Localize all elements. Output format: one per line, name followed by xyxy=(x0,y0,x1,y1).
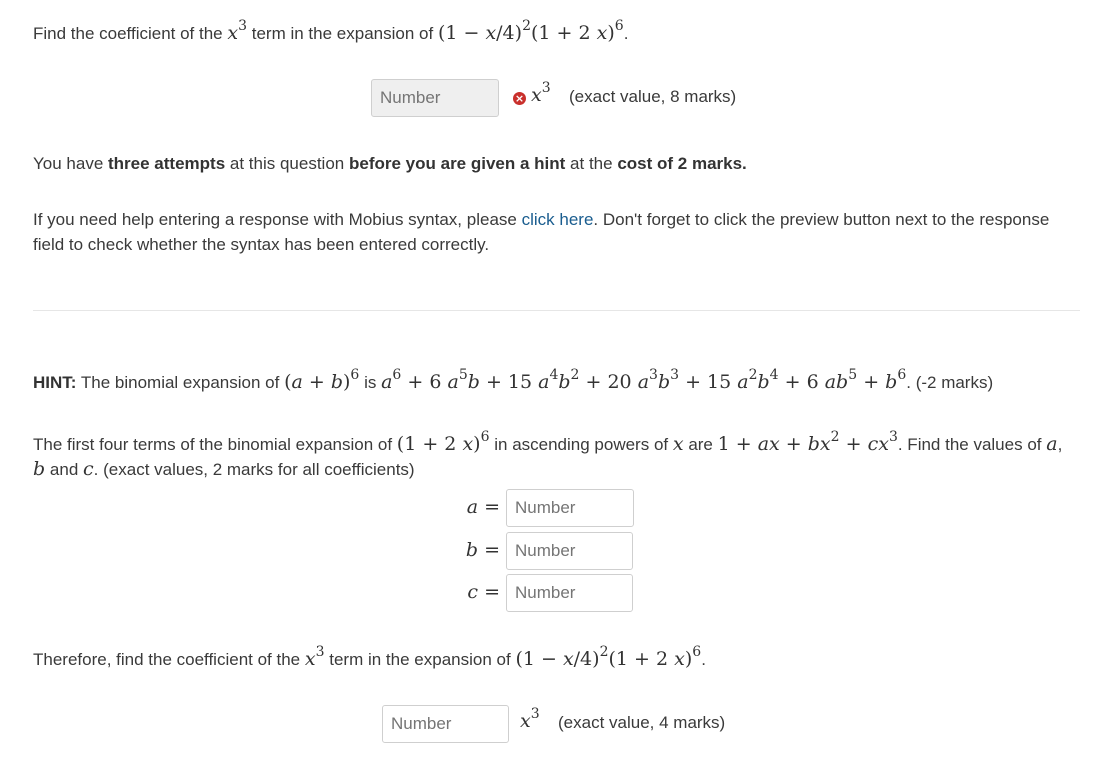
subpart1-var-b: b xyxy=(33,458,46,480)
subpart1-text-1: The first four terms of the binomial expansion of xyxy=(33,435,393,454)
subpart2-text-2: term in the expansion of xyxy=(329,650,511,669)
incorrect-icon: × xyxy=(514,92,525,105)
hint-text-1: The binomial expansion of xyxy=(80,373,280,392)
subpart2-period: . xyxy=(701,650,706,669)
label-a: a = xyxy=(466,496,500,518)
prompt-text-start: Find the coefficient of the xyxy=(33,24,223,43)
subpart1-binomial: (1 + 2 x)$^6$ xyxy=(396,429,490,455)
attempts-bold-1: three attempts xyxy=(108,154,226,173)
subpart1-text-3: are xyxy=(688,435,713,454)
label-b: b = xyxy=(465,539,500,561)
hint-expansion: $a^6 + 6$ $a^5b + 15$ $a^4b^2 + 20$ $a^3b^3 + 15$ $a^2b^4 + 6$ $ab^5 + b^6$ xyxy=(381,367,907,393)
answer-unit-note: (exact value, 8 marks) xyxy=(569,87,737,106)
subpart1-text-4: . Find the values of xyxy=(897,435,1042,454)
help-text-1: If you need help entering a response with Mobius syntax, please xyxy=(33,210,517,229)
answer-input[interactable] xyxy=(371,79,499,117)
help-link[interactable]: click here xyxy=(521,210,594,229)
attempts-text-3: at the xyxy=(570,154,613,173)
question-prompt xyxy=(33,18,629,44)
subpart1-var-x: x xyxy=(672,433,684,455)
help-text-2: . Don't forget to click the preview button next to the response field to check whether the syntax has been entered correctly. xyxy=(33,210,1050,254)
attempts-info xyxy=(33,154,747,174)
attempts-bold-3: cost of 2 marks. xyxy=(617,154,747,173)
input-c[interactable] xyxy=(506,574,633,612)
final-unit-x-cubed: $x^3$ xyxy=(520,706,540,732)
prompt-text-mid: term in the expansion of xyxy=(251,24,434,43)
section-divider xyxy=(33,310,1080,311)
help-paragraph xyxy=(33,207,1073,257)
math-x-cubed: $x^3$ xyxy=(227,18,248,44)
subpart2-prompt xyxy=(33,644,706,670)
subpart1-text-6: . (exact values, 2 marks for all coefficients) xyxy=(93,460,415,479)
hint-text-2: is xyxy=(364,373,377,392)
answer-unit-x-cubed: $x^3$ xyxy=(531,80,551,106)
subpart1-var-a: a xyxy=(1046,433,1058,455)
subpart2-expression: $(1 - x/4)^2(1 + 2$ x)$^6$ xyxy=(515,644,702,670)
hint-marks: . (-2 marks) xyxy=(906,373,994,392)
final-note: (exact value, 4 marks) xyxy=(558,713,726,732)
subpart1-prompt: The first four terms of the binomial expansion of (1 + 2 x)$^6$ in ascending powers of x are 1 + ax + $bx^2 + cx^3$. Find the values of a, b and c. (exact values, 2 marks for all coefficients) xyxy=(33,429,1063,480)
hint-binomial: $(a + b)^6$ xyxy=(284,367,360,393)
hint-line xyxy=(33,367,994,393)
input-b[interactable] xyxy=(506,532,633,570)
final-answer-input[interactable] xyxy=(382,705,509,743)
attempts-text-2: at this question xyxy=(229,154,345,173)
math-expression: $(1 - x/4)^2(1 + 2$ x)$^6$ xyxy=(437,18,624,44)
label-c: c = xyxy=(467,581,500,603)
subpart1-var-c: c xyxy=(83,458,94,480)
subpart1-series: 1 + ax + $bx^2 + cx^3$ xyxy=(717,429,898,455)
prompt-period: . xyxy=(623,24,629,43)
subpart2-text-1: Therefore, find the coefficient of the xyxy=(33,650,301,669)
subpart1-text-5: and xyxy=(49,460,79,479)
attempts-text-1: You have xyxy=(33,154,104,173)
subpart2-x-cubed: $x^3$ xyxy=(304,644,325,670)
attempts-bold-2: before you are given a hint xyxy=(348,154,566,173)
input-a[interactable] xyxy=(506,489,634,527)
hint-label: HINT: xyxy=(33,373,77,392)
subpart1-text-2: in ascending powers of xyxy=(494,435,669,454)
